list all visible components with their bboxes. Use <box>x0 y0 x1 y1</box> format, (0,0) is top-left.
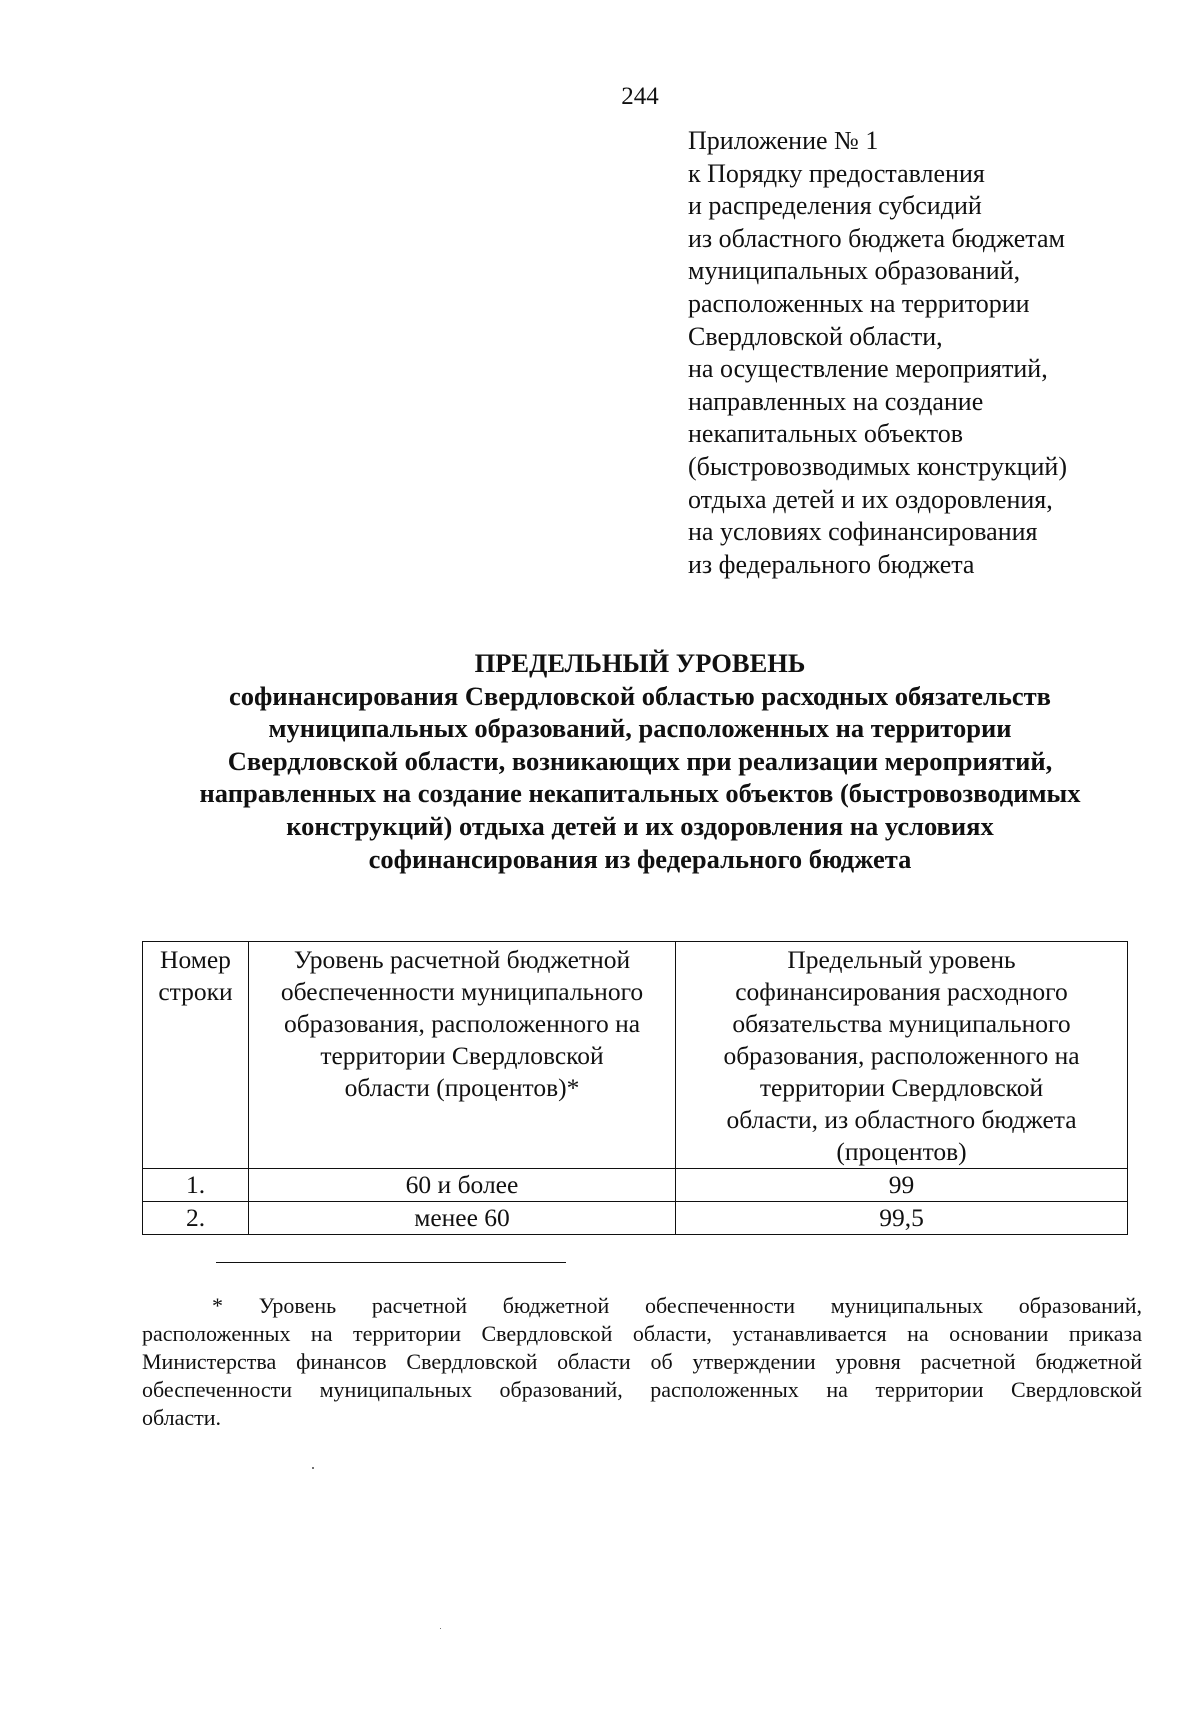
footnote-line: расположенных на территории Свердловской области, устанавливается на основании приказа <box>142 1321 1142 1346</box>
title-line: направленных на создание некапитальных объектов (быстровозводимых <box>199 778 1081 809</box>
footnote <box>142 1292 1142 1432</box>
footnote-divider <box>216 1262 566 1263</box>
header-budget-level <box>249 942 676 1169</box>
header-row-number <box>143 942 249 1169</box>
budget-level-cell: 60 и более <box>249 1169 676 1202</box>
cofinancing-table <box>142 941 1128 1235</box>
appendix-line: из областного бюджета бюджетам <box>688 223 1065 253</box>
appendix-line: на условиях софинансирования <box>688 517 1038 547</box>
header-line: территории Свердловской <box>320 1041 604 1070</box>
appendix-line: на осуществление мероприятий, <box>688 354 1048 384</box>
header-line: Предельный уровень <box>787 945 1016 974</box>
header-cofinancing-limit <box>676 942 1128 1169</box>
header-line: территории Свердловской <box>759 1073 1044 1102</box>
scan-speck <box>312 1467 314 1469</box>
title-line: муниципальных образований, расположенных на территории <box>268 713 1012 744</box>
table-row <box>143 1202 1128 1235</box>
footnote-line: обеспеченности муниципальных образований, расположенных на территории Свердловской <box>142 1377 1142 1402</box>
title-line: софинансирования Свердловской областью расходных обязательств <box>229 680 1051 711</box>
footnote-line: * Уровень расчетной бюджетной обеспеченности муниципальных образований, <box>212 1293 1142 1318</box>
row-number-cell: 1. <box>143 1169 249 1202</box>
header-line: области (процентов)* <box>344 1073 580 1102</box>
title-line: софинансирования из федерального бюджета <box>368 843 912 874</box>
header-line: обязательства муниципального <box>732 1009 1071 1038</box>
cofinancing-table-container <box>142 941 1128 1235</box>
table-row <box>143 1169 1128 1202</box>
cofinancing-limit-cell: 99 <box>676 1169 1128 1202</box>
title-line: Свердловской области, возникающих при реализации мероприятий, <box>227 745 1053 776</box>
appendix-line: расположенных на территории <box>688 288 1030 318</box>
page-number: 244 <box>621 83 659 110</box>
appendix-line: из федерального бюджета <box>688 549 975 579</box>
appendix-line: и распределения субсидий <box>688 191 982 221</box>
appendix-heading <box>688 125 1067 581</box>
appendix-line: некапитальных объектов <box>688 419 964 449</box>
header-line: софинансирования расходного <box>735 977 1068 1006</box>
scan-speck <box>440 1628 441 1629</box>
header-line: (процентов) <box>836 1137 967 1166</box>
appendix-line: муниципальных образований, <box>688 256 1021 286</box>
document-title <box>130 647 1150 875</box>
appendix-line: направленных на создание <box>688 386 984 416</box>
budget-level-cell: менее 60 <box>249 1202 676 1235</box>
title-line: конструкций) отдыха детей и их оздоровления на условиях <box>286 810 994 841</box>
header-line: образования, расположенного на <box>723 1041 1080 1070</box>
table-header-row <box>143 942 1128 1169</box>
header-line: Уровень расчетной бюджетной <box>293 945 631 974</box>
appendix-line: отдыха детей и их оздоровления, <box>688 484 1053 514</box>
header-line: обеспеченности муниципального <box>280 977 644 1006</box>
header-line: области, из областного бюджета <box>726 1105 1077 1134</box>
header-line: образования, расположенного на <box>283 1009 641 1038</box>
appendix-line: Свердловской области, <box>688 321 943 351</box>
footnote-line: области. <box>142 1405 222 1430</box>
appendix-line: (быстровозводимых конструкций) <box>688 451 1067 481</box>
appendix-line: Приложение № 1 <box>688 126 879 155</box>
title-line: ПРЕДЕЛЬНЫЙ УРОВЕНЬ <box>474 648 806 678</box>
header-line: строки <box>158 977 233 1006</box>
footnote-line: Министерства финансов Свердловской области об утверждении уровня расчетной бюджетной <box>142 1349 1142 1374</box>
row-number-cell: 2. <box>143 1202 249 1235</box>
cofinancing-limit-cell: 99,5 <box>676 1202 1128 1235</box>
header-line: Номер <box>160 945 231 974</box>
appendix-line: к Порядку предоставления <box>688 158 985 188</box>
